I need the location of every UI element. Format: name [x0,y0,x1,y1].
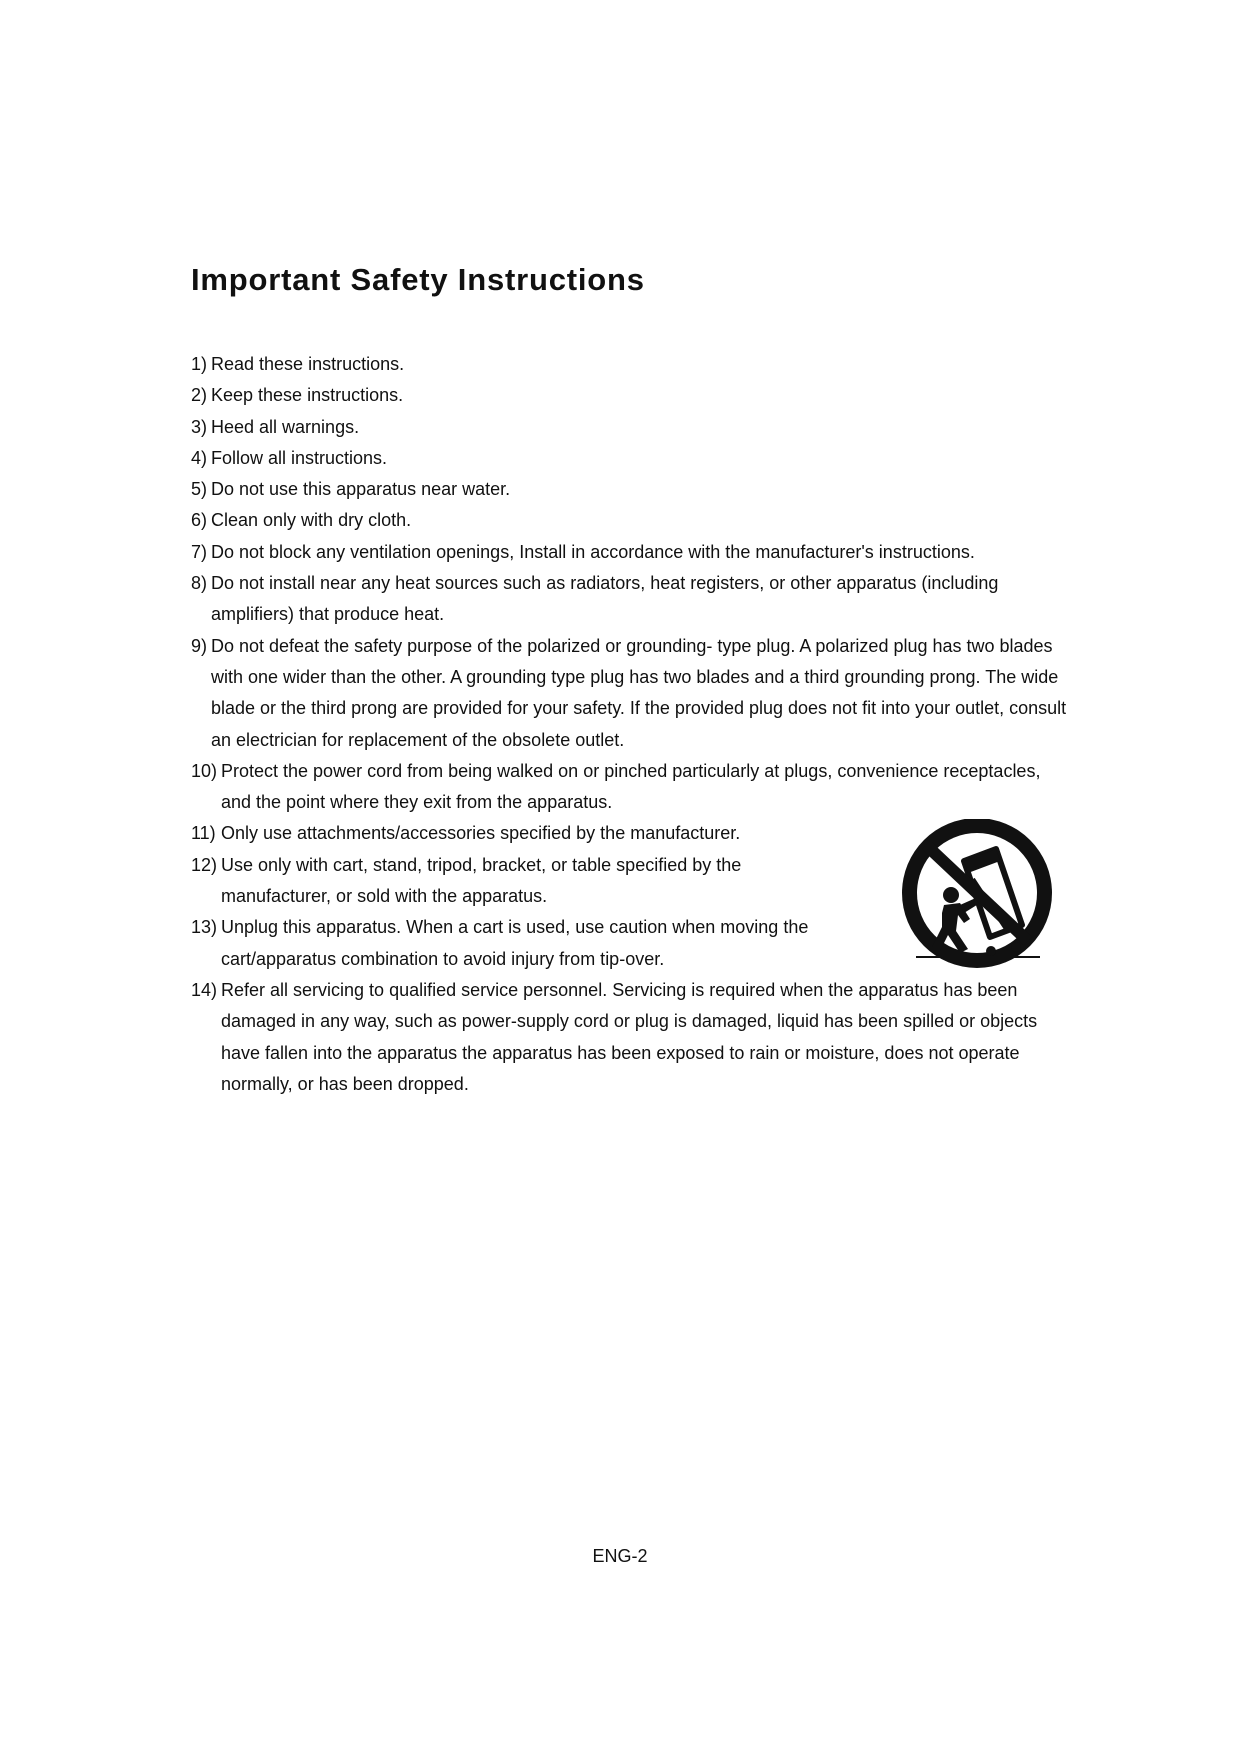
instruction-item-14 [191,975,1071,1100]
instruction-number: 11) [191,823,216,844]
instruction-number: 13) [191,917,218,938]
instruction-text: Do not use this apparatus near water. [211,479,511,500]
instruction-text: Use only with cart, stand, tripod, bracket, or table specified by the manufacturer, or sold with the apparatus. [221,854,742,907]
instruction-item-2 [191,380,1071,411]
instruction-number: 9) [191,635,208,656]
instruction-item-6 [191,505,1071,536]
instruction-item-1 [191,349,1071,380]
instruction-number: 4) [191,447,208,468]
cart-tip-over-warning-icon [898,819,1056,969]
instruction-item-4 [191,443,1071,474]
instruction-text: Keep these instructions. [211,385,404,406]
instruction-text: Do not block any ventilation openings, Install in accordance with the manufacturer's instructions. [211,541,975,562]
instruction-text: Do not install near any heat sources such as radiators, heat registers, or other apparatus (including amplifiers) that produce heat. [211,573,999,625]
page-number: ENG-2 [592,1546,648,1566]
instruction-text: Do not defeat the safety purpose of the polarized or grounding- type plug. A polarized plug has two blades with one wider than the other. A grounding type plug has two blades and a third grounding prong. The wide blade or the third prong are provided for your safety. If the provided plug does not fit into your outlet, consult an electrician for replacement of the obsolete outlet. [211,635,1067,750]
instruction-number: 8) [191,573,208,594]
instruction-number: 1) [191,354,208,374]
instruction-item-8 [191,568,1071,631]
instruction-number: 10) [191,760,218,781]
instruction-item-5 [191,474,1071,505]
instruction-text: Heed all warnings. [211,416,360,437]
instruction-text: Follow all instructions. [211,447,388,468]
instruction-number: 3) [191,416,208,437]
instruction-item-10 [191,756,1071,819]
instruction-number: 12) [191,854,218,875]
instruction-number: 2) [191,385,208,406]
instruction-text: Only use attachments/accessories specified by the manufacturer. [221,823,741,844]
instruction-number: 6) [191,510,208,531]
instruction-text: Refer all servicing to qualified service personnel. Servicing is required when the apparatus has been damaged in any way, such as power-supply cord or plug is damaged, liquid has been spilled or objects have fallen into the apparatus the apparatus has been exposed to rain or moisture, does not operate normally, or has been dropped. [221,979,1038,1094]
safety-instructions-list [191,349,1071,1100]
instruction-text: Read these instructions. [211,354,405,374]
instruction-number: 7) [191,541,208,562]
instruction-item-7 [191,537,1071,568]
instruction-text: Protect the power cord from being walked on or pinched particularly at plugs, convenience receptacles, and the point where they exit from the apparatus. [221,760,1041,813]
instruction-text: Clean only with dry cloth. [211,510,412,531]
instruction-item-3 [191,412,1071,443]
instruction-number: 14) [191,979,218,1000]
instruction-item-9 [191,631,1071,756]
instruction-text: Unplug this apparatus. When a cart is used, use caution when moving the cart/apparatus combination to avoid injury from tip-over. [221,917,809,969]
instruction-number: 5) [191,479,208,500]
page-title: Important Safety Instructions [191,262,645,297]
